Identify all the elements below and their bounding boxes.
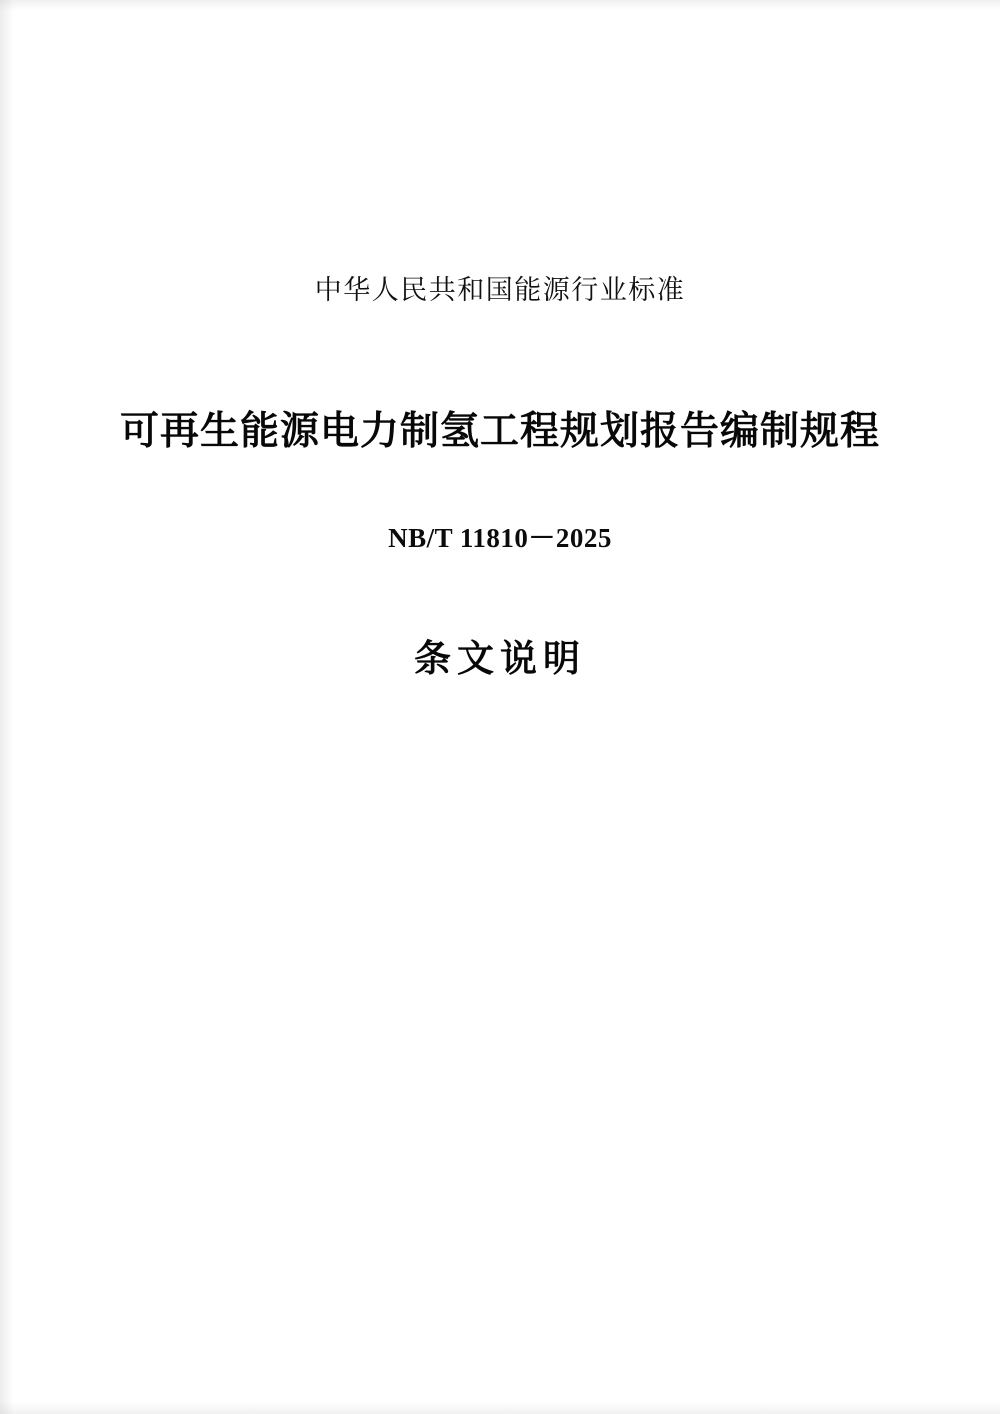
standard-category-line: 中华人民共和国能源行业标准 [314, 275, 686, 306]
page-edge-shading-top [0, 0, 1000, 10]
document-title: 可再生能源电力制氢工程规划报告编制规程 [119, 409, 880, 454]
standard-number: NB/T 11810－2025 [388, 523, 612, 553]
page-edge-shading-left [0, 0, 14, 1414]
page-edge-shading-bottom [0, 1402, 1000, 1414]
document-subtitle: 条文说明 [414, 637, 586, 680]
